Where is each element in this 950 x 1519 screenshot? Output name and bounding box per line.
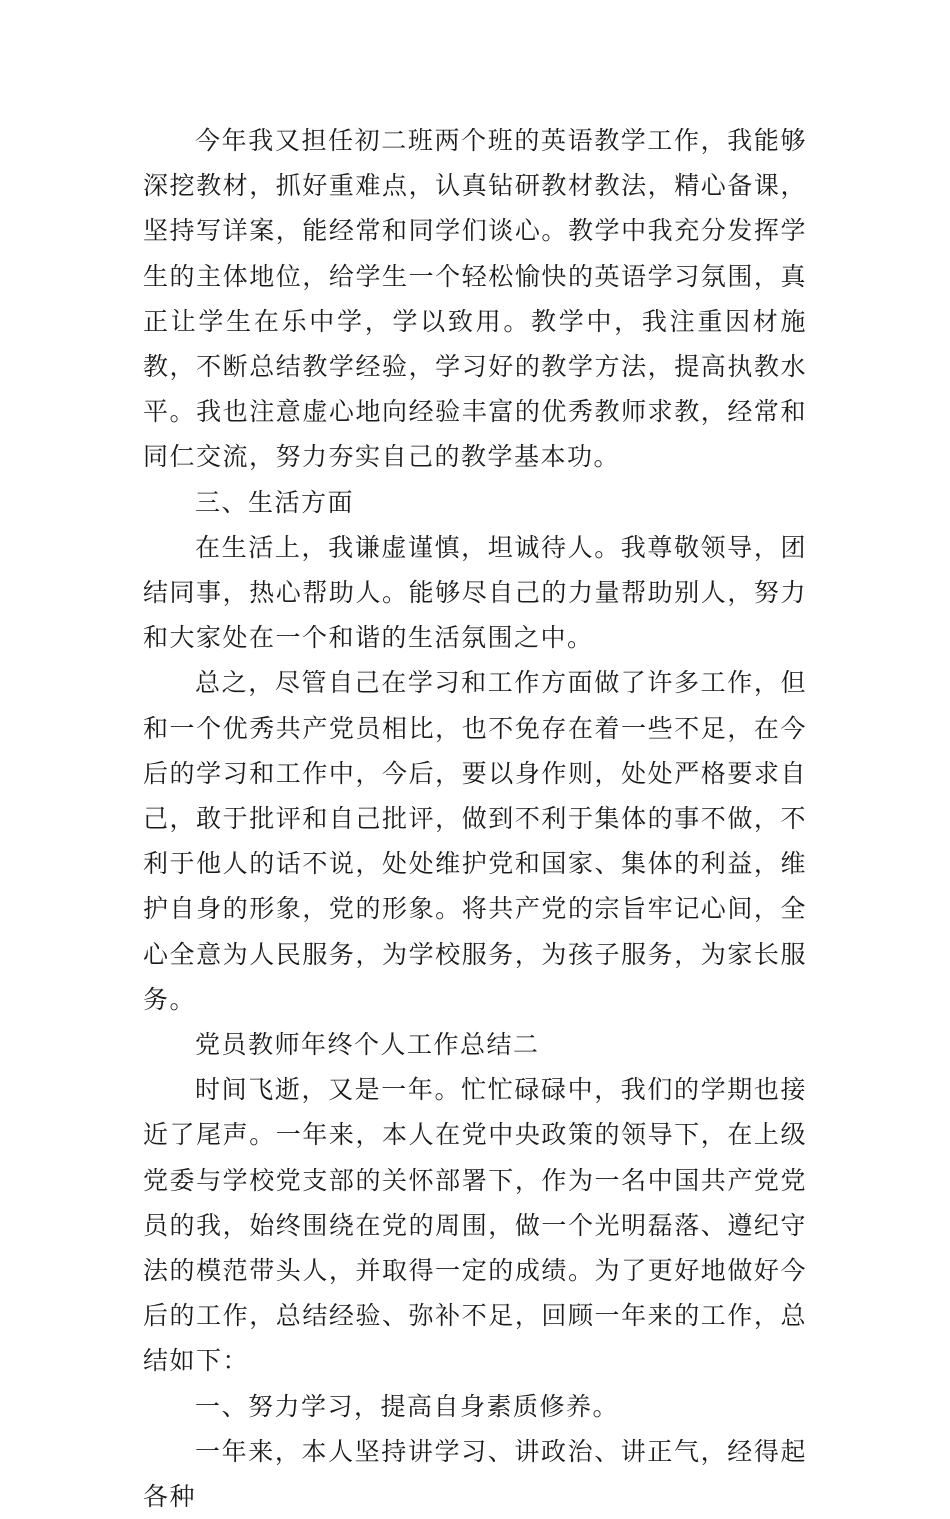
section-heading-life: 三、生活方面 <box>195 487 355 517</box>
paragraph-conclusion: 总之，尽管自己在学习和工作方面做了许多工作，但和一个优秀共产党员相比，也不免存在着一些不足，在今后的学习和工作中，今后，要以身作则，处处严格要求自己，敢于批评和自己批评，做到不利于集体的事不做，不利于他人的话不说，处处维护党和国家、集体的利益，维护自身的形象，党的形象。将共产党的宗旨牢记心间，全心全意为人民服务，为学校服务，为孩子服务，为家长服务。 <box>143 668 807 1014</box>
paragraph-study: 一年来，本人坚持讲学习、讲政治、讲正气，经得起各种 <box>143 1436 807 1512</box>
paragraph-life: 在生活上，我谦虚谨慎，坦诚待人。我尊敬领导，团结同事，热心帮助人。能够尽自己的力量帮助别人，努力和大家处在一个和谐的生活氛围之中。 <box>143 532 807 653</box>
paragraph-english-teaching: 今年我又担任初二班两个班的英语教学工作，我能够深挖教材，抓好重难点，认真钻研教材教法，精心备课，坚持写详案，能经常和同学们谈心。教学中我充分发挥学生的主体地位，给学生一个轻松愉快的英语学习氛围，真正让学生在乐中学，学以致用。教学中，我注重因材施教，不断总结教学经验，学习好的教学方法，提高执教水平。我也注意虚心地向经验丰富的优秀教师求教，经常和同仁交流，努力夯实自己的教学基本功。 <box>143 126 807 472</box>
paragraph-year-review: 时间飞逝，又是一年。忙忙碌碌中，我们的学期也接近了尾声。一年来，本人在党中央政策的领导下，在上级党委与学校党支部的关怀部署下，作为一名中国共产党党员的我，始终围绕在党的周围，做一个光明磊落、遵纪守法的模范带头人，并取得一定的成绩。为了更好地做好今后的工作，总结经验、弥补不足，回顾一年来的工作，总结如下： <box>143 1075 807 1376</box>
section-heading-study: 一、努力学习，提高自身素质修养。 <box>195 1391 620 1421</box>
document-body <box>143 118 807 1519</box>
document-subtitle-summary-two: 党员教师年终个人工作总结二 <box>195 1030 540 1060</box>
